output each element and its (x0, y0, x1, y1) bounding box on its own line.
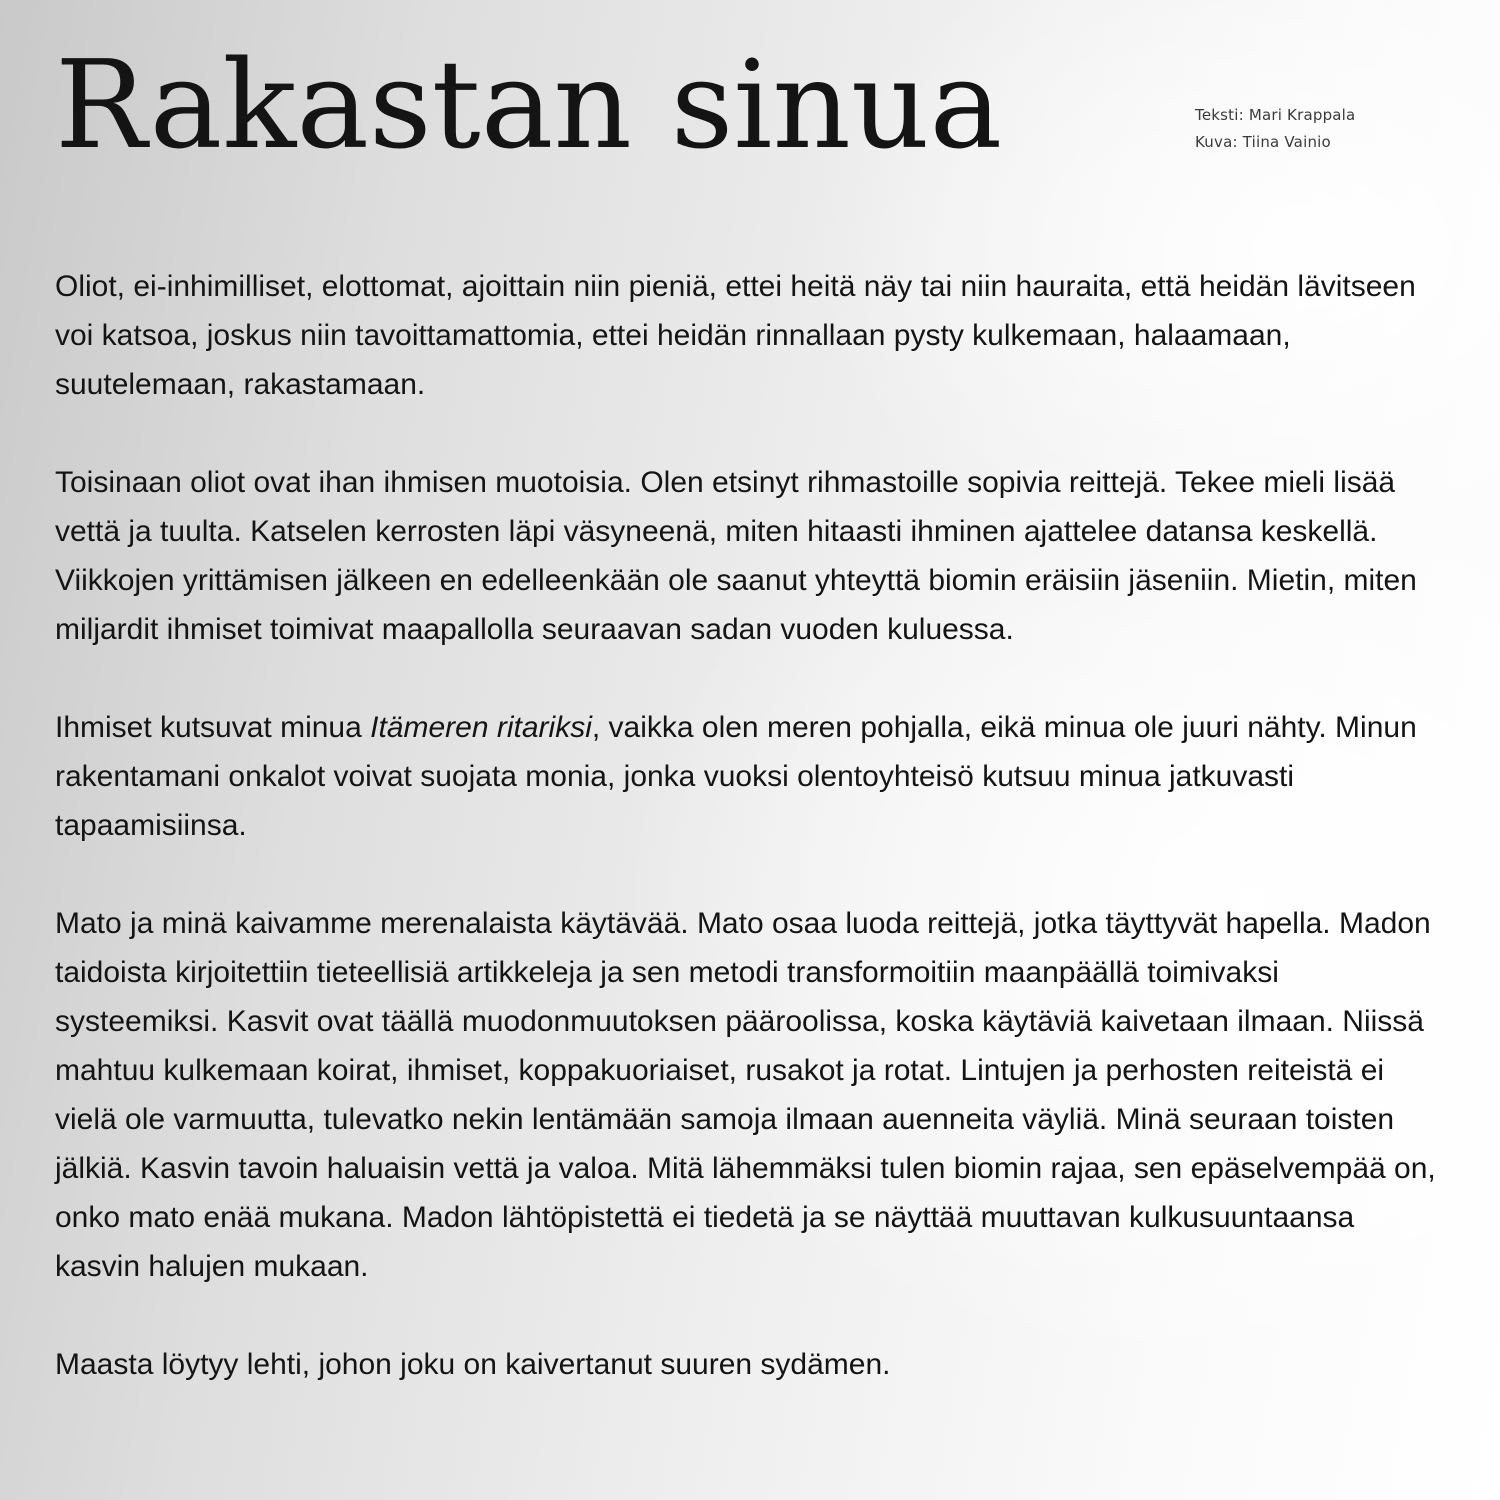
credits (1195, 102, 1355, 156)
paragraph-4: Mato ja minä kaivamme merenalaista käytävää. Mato osaa luoda reittejä, jotka täyttyvät hapella. Madon taidoista kirjoitettiin tieteellisiä artikkeleja ja sen metodi transformoitiin maanpäällä toimivaksi systeemiksi. Kasvit ovat täällä muodonmuutoksen pääroolissa, koska käytäviä kaivetaan ilmaan. Niissä mahtuu kulkemaan koirat, ihmiset, koppakuoriaiset, rusakot ja rotat. Lintujen ja perhosten reiteistä ei vielä ole varmuutta, tulevatko nekin lentämään samoja ilmaan auenneita väyliä. Minä seuraan toisten jälkiä. Kasvin tavoin haluaisin vettä ja valoa. Mitä lähemmäksi tulen biomin rajaa, sen epäselvempää on, onko mato enää mukana. Madon lähtöpistettä ei tiedetä ja se näyttää muuttavan kulkusuuntaansa kasvin halujen mukaan. (55, 907, 1436, 1283)
paragraph-1: Oliot, ei-inhimilliset, elottomat, ajoittain niin pieniä, ettei heitä näy tai niin hauraita, että heidän lävitseen voi katsoa, joskus niin tavoittamattomia, ettei heidän rinnallaan pysty kulkemaan, halaamaan, suutelemaan, rakastamaan. (55, 270, 1416, 401)
paragraph-3-italic-name: Itämeren ritariksi (370, 711, 592, 744)
paragraph-3 (55, 703, 1445, 850)
image-credit: Kuva: Tiina Vainio (1195, 133, 1331, 151)
paragraph-3-start: Ihmiset kutsuvat minua (55, 711, 371, 744)
page-title: Rakastan sinua (55, 34, 1003, 176)
paragraph-2: Toisinaan oliot ovat ihan ihmisen muotoisia. Olen etsinyt rihmastoille sopivia reittejä. Tekee mieli lisää vettä ja tuulta. Katselen kerrosten läpi väsyneenä, miten hitaasti ihminen ajattelee datansa keskellä. Viikkojen yrittämisen jälkeen en edelleenkään ole saanut yhteyttä biomin eräisiin jäseniin. Mietin, miten miljardit ihmiset toimivat maapallolla seuraavan sadan vuoden kuluessa. (55, 466, 1417, 646)
paragraph-5: Maasta löytyy lehti, johon joku on kaivertanut suuren sydämen. (55, 1348, 891, 1381)
text-credit: Teksti: Mari Krappala (1195, 106, 1356, 124)
paragraph-3-end: , vaikka olen meren pohjalla, eikä minua ole juuri nähty. Minun rakentamani onkalot voivat suojata monia, jonka vuoksi olentoyhteisö kutsuu minua jatkuvasti tapaamisiinsa. (55, 711, 1417, 842)
body-text (55, 262, 1445, 1389)
